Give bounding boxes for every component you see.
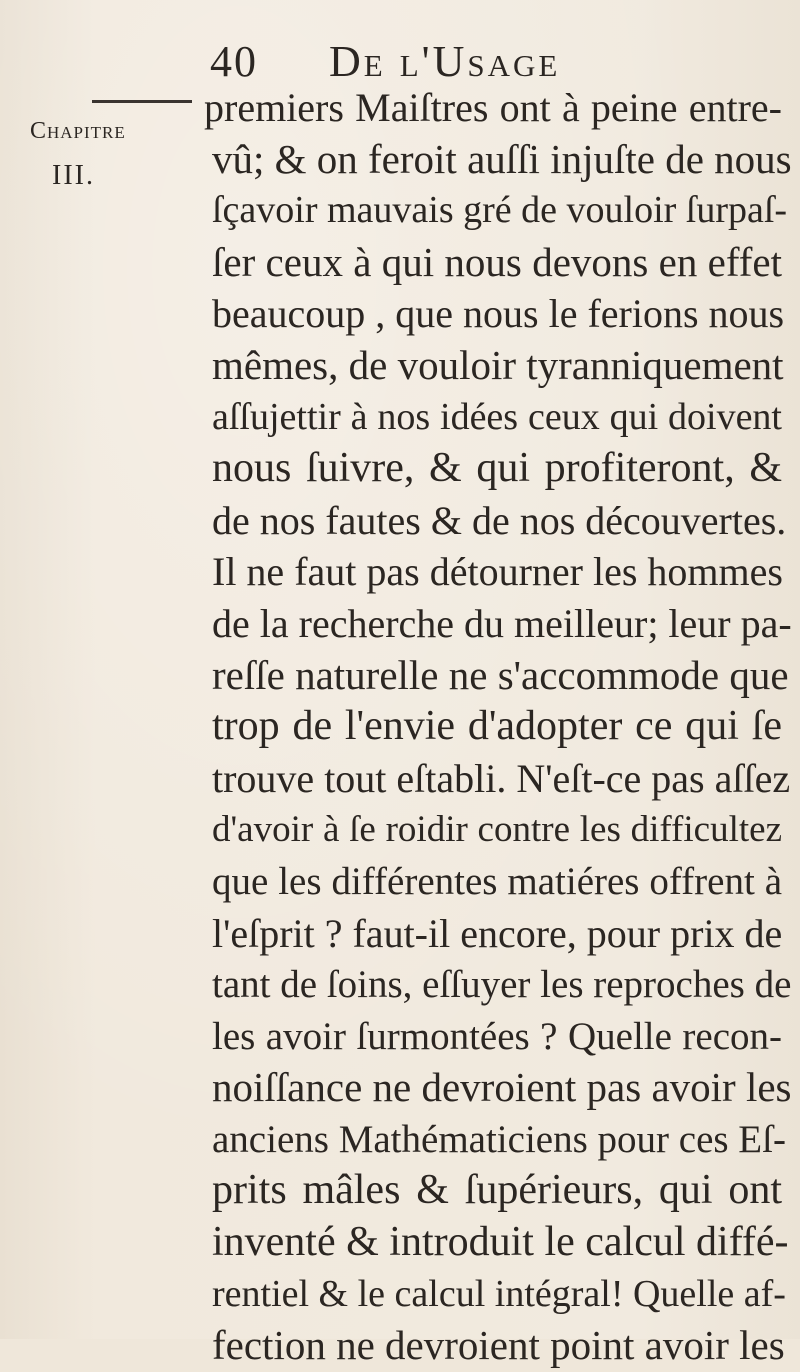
chapter-label: Chapitre — [30, 118, 126, 144]
text-line: que les différentes matiéres offrent à — [212, 859, 782, 903]
text-line: rentiel & le calcul intégral! Quelle af- — [212, 1272, 786, 1315]
running-title: De l'Usage — [329, 37, 561, 86]
text-line: mêmes, de vouloir tyranniquement — [212, 341, 784, 388]
text-line: aſſujettir à nos idées ceux qui doivent — [212, 395, 782, 438]
running-head — [210, 36, 560, 87]
text-line: nous ſuivre, & qui profiteront, & — [212, 445, 782, 492]
text-line: de nos fautes & de nos découvertes. — [212, 497, 787, 543]
margin-rule — [92, 100, 192, 103]
text-line: de la recherche du meilleur; leur pa- — [212, 600, 792, 646]
text-line: ſer ceux à qui nous devons en effet — [212, 238, 782, 285]
text-line: vû; & on feroit auſſi injuſte de nous — [212, 135, 792, 182]
text-line: reſſe naturelle ne s'accommode que — [212, 651, 789, 698]
text-line: ſçavoir mauvais gré de vouloir ſurpaſ- — [212, 189, 788, 232]
text-line: Il ne faut pas détourner les hommes — [212, 549, 783, 595]
text-line: prits mâles & ſupérieurs, qui ont — [212, 1167, 782, 1214]
chapter-number: III. — [52, 160, 95, 191]
text-line: l'eſprit ? faut-il encore, pour prix de — [212, 910, 783, 956]
text-line: d'avoir à ſe roidir contre les difficultez — [212, 809, 782, 851]
text-line: noiſſance ne devroient pas avoir les — [212, 1064, 792, 1111]
page-number: 40 — [210, 37, 258, 86]
text-line: trop de l'envie d'adopter ce qui ſe — [212, 703, 782, 750]
text-line: inventé & introduit le calcul diffé- — [212, 1219, 789, 1266]
text-line: tant de ſoins, eſſuyer les reproches de — [212, 963, 792, 1007]
text-line: anciens Mathématiciens pour ces Eſ- — [212, 1117, 786, 1161]
text-line: trouve tout eſtabli. N'eſt-ce pas aſſez — [212, 755, 791, 801]
text-body — [204, 82, 792, 1372]
text-line: beaucoup , que nous le ferions nous — [212, 291, 785, 337]
text-line: fection ne devroient point avoir les — [212, 1322, 785, 1369]
text-line: premiers Maiſtres ont à peine entre- — [204, 85, 782, 130]
text-line: les avoir ſurmontées ? Quelle recon- — [212, 1014, 782, 1058]
